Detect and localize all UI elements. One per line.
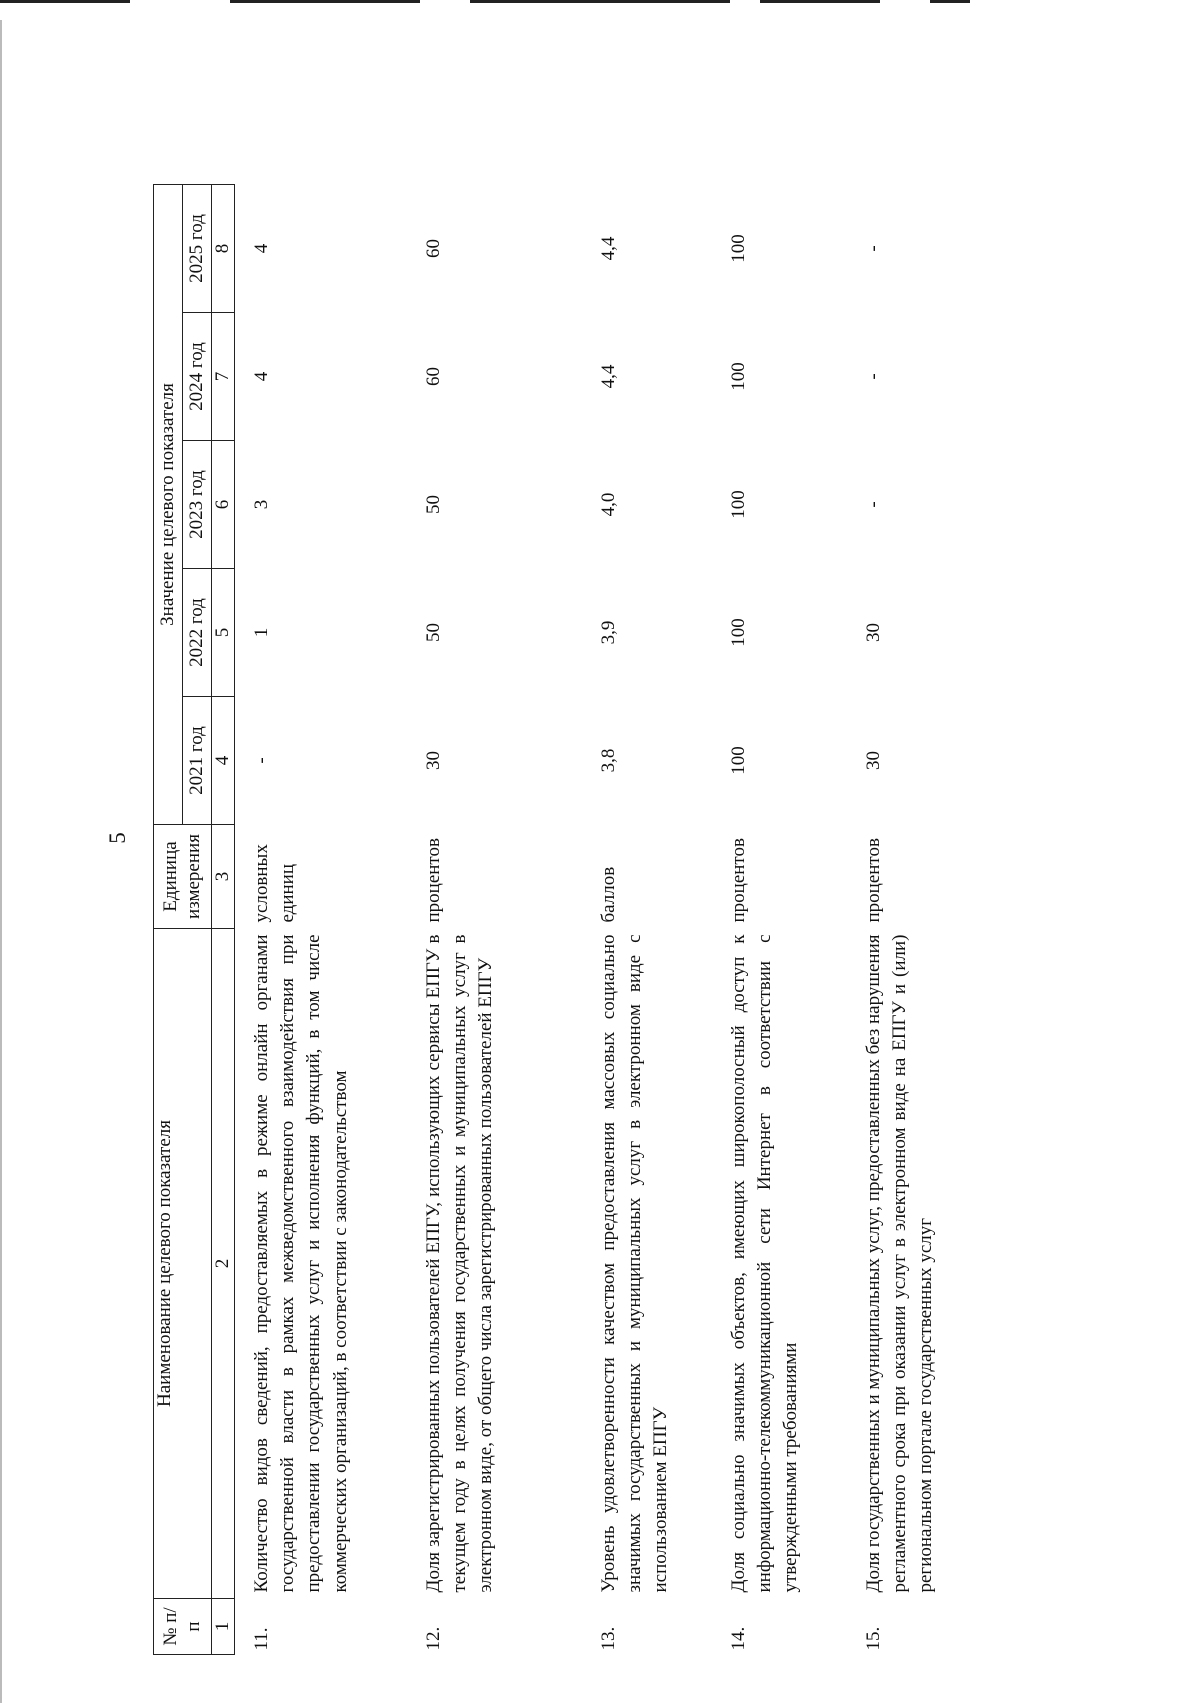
column-number: 2: [212, 929, 235, 1599]
row-number: 14.: [727, 1626, 749, 1651]
table-row: [407, 184, 582, 1654]
column-number: 1: [212, 1599, 235, 1655]
value-2021: -: [251, 757, 272, 764]
unit: процентов: [422, 838, 444, 923]
value-2021: 30: [862, 751, 884, 770]
header-value-group: Значение целевого показателя: [154, 184, 183, 824]
value-2023: 50: [422, 495, 444, 514]
header-year: 2021 год: [183, 697, 212, 825]
column-number: 3: [212, 825, 235, 929]
indicator-name: Доля государственных и муниципальных услуг, предоставленных без нарушения регламентного срока при оказании услуг в электронном виде на ЕПГУ и (или) региональном портале государственных услуг: [862, 934, 936, 1593]
column-number: 7: [212, 313, 235, 441]
row-number: 11.: [251, 1627, 272, 1651]
header-row-1: [154, 184, 183, 1654]
value-2022: 1: [251, 627, 272, 638]
indicator-name: Уровень удовлетворенности качеством предоставления массовых социально значимых государственных и муниципальных услуг в электронном виде с использованием ЕПГУ: [597, 934, 671, 1593]
unit: процентов: [862, 838, 884, 923]
value-2021: 30: [422, 751, 444, 770]
row-number: 15.: [862, 1626, 884, 1651]
unit: условных единиц: [251, 844, 299, 923]
value-2024: 100: [727, 362, 749, 391]
table-row: [712, 184, 847, 1654]
value-2024: 4,4: [597, 364, 619, 389]
value-2021: 100: [727, 746, 749, 775]
table-row: [582, 184, 712, 1654]
header-year: 2025 год: [183, 184, 212, 312]
value-2022: 30: [862, 623, 884, 642]
column-number: 8: [212, 184, 235, 312]
value-2024: 4: [251, 371, 272, 382]
value-2025: 4: [251, 243, 272, 254]
table-row: [847, 184, 982, 1654]
indicator-table: [153, 184, 982, 1655]
table-row: [235, 184, 407, 1654]
unit: баллов: [597, 866, 619, 923]
header-year: 2023 год: [183, 441, 212, 569]
value-2024: 60: [422, 367, 444, 386]
value-2022: 50: [422, 623, 444, 642]
header-name: Наименование целевого показателя: [154, 929, 212, 1599]
indicator-name: Количество видов сведений, предоставляемых в режиме онлайн органами государственной власти в рамках межведомственного взаимодействия при предоставлении государственных услуг и исполнения функций, в том числе коммерческих организаций, в соответствии с законодательством: [251, 934, 351, 1593]
value-2022: 3,9: [597, 620, 619, 645]
page-number: 5: [105, 832, 130, 844]
indicator-name: Доля социально значимых объектов, имеющих широкополосный доступ к информационно-телекоммуникационной сети Интернет в соответствии с утвержденными требованиями: [727, 934, 801, 1593]
column-number-row: [212, 184, 235, 1654]
value-2025: 100: [727, 234, 749, 263]
value-2023: 4,0: [597, 492, 619, 517]
value-2022: 100: [727, 618, 749, 647]
indicator-name: Доля зарегистрированных пользователей ЕПГУ, использующих сервисы ЕПГУ в текущем году в целях получения государственных и муниципальных услуг в электронном виде, от общего числа зарегистрированных пользователей ЕПГУ: [422, 934, 496, 1593]
rotated-page: [105, 185, 1105, 1655]
column-number: 6: [212, 441, 235, 569]
row-number: 12.: [422, 1626, 444, 1651]
header-year: 2024 год: [183, 313, 212, 441]
value-2023: 100: [727, 490, 749, 519]
value-2021: 3,8: [597, 748, 619, 773]
scan-edge-top: [0, 0, 1200, 8]
row-number: 13.: [597, 1626, 619, 1651]
value-2023: 3: [251, 499, 272, 510]
value-2025: -: [862, 245, 884, 252]
column-number: 4: [212, 697, 235, 825]
value-2024: -: [862, 373, 884, 380]
header-year: 2022 год: [183, 569, 212, 697]
value-2023: -: [862, 501, 884, 508]
header-unit: Единица измерения: [154, 825, 212, 929]
value-2025: 60: [422, 238, 444, 258]
value-2025: 4,4: [597, 236, 619, 261]
header-num: № п/п: [154, 1599, 212, 1655]
column-number: 5: [212, 569, 235, 697]
unit: процентов: [727, 838, 749, 923]
scan-edge-left: [0, 20, 2, 1703]
